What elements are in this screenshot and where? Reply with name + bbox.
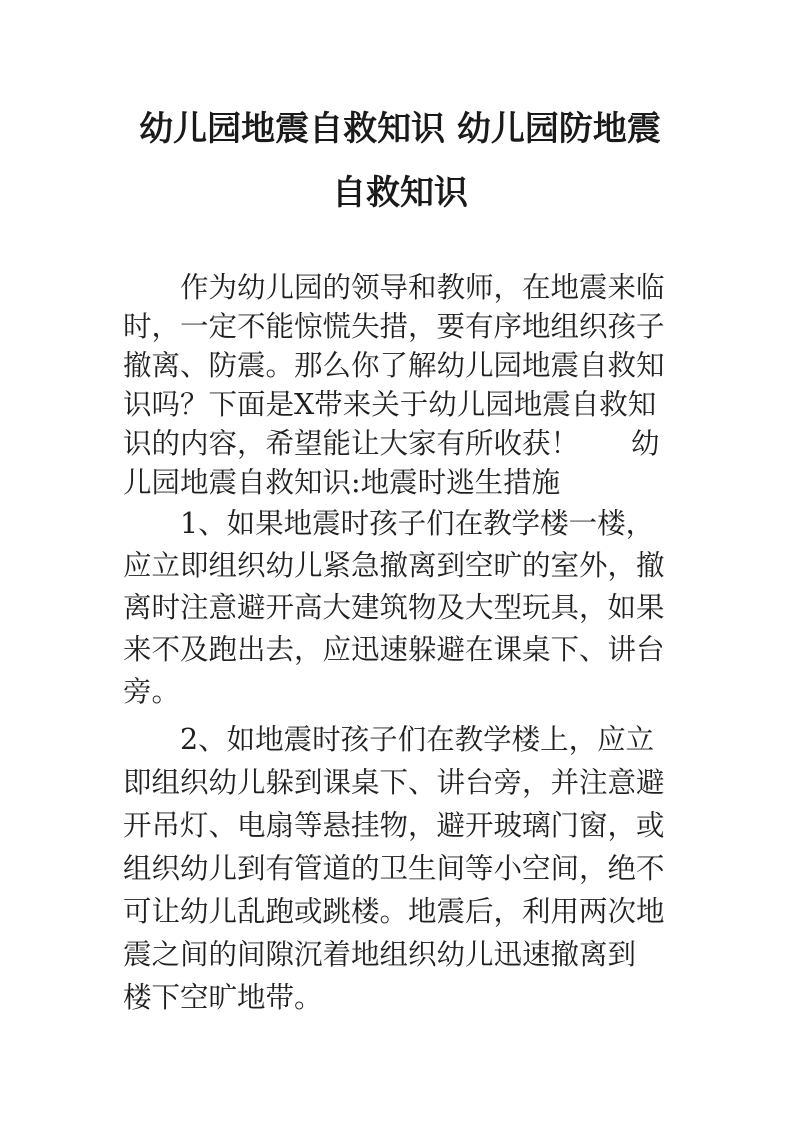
item1-line-2: 应立即组织幼儿紧急撤离到空旷的室外，撤 xyxy=(123,549,665,582)
item2-line-7: 楼下空旷地带。 xyxy=(123,981,323,1014)
page-title-line-1: 幼儿园地震自救知识 幼儿园防地震 xyxy=(139,109,661,149)
intro-line-5-text: 识的内容，希望能让大家有所收获！ xyxy=(123,427,580,460)
item2-line-3: 开吊灯、电扇等悬挂物，避开玻璃门窗，或 xyxy=(123,809,665,842)
item1-line-4: 来不及跑出去，应迅速躲避在课桌下、讲台 xyxy=(123,633,665,666)
item2-line-1: 2、如地震时孩子们在教学楼上，应立 xyxy=(180,723,655,756)
page-title-line-2: 自救知识 xyxy=(332,173,468,213)
intro-line-4: 识吗？下面是X带来关于幼儿园地震自救知 xyxy=(123,388,657,421)
item1-line-3: 离时注意避开高大建筑物及大型玩具，如果 xyxy=(123,591,665,624)
item2-line-5: 可让幼儿乱跑或跳楼。地震后，利用两次地 xyxy=(123,895,665,928)
intro-line-5-tail: 幼 xyxy=(631,427,660,460)
item2-line-2: 即组织幼儿躲到课桌下、讲台旁，并注意避 xyxy=(123,766,665,799)
item2-line-6: 震之间的间隙沉着地组织幼儿迅速撤离到 xyxy=(123,938,637,971)
item1-line-1: 1、如果地震时孩子们在教学楼一楼， xyxy=(180,507,655,540)
intro-line-6: 儿园地震自救知识:地震时逃生措施 xyxy=(123,466,561,499)
intro-line-3: 撤离、防震。那么你了解幼儿园地震自救知 xyxy=(123,349,665,382)
item1-line-5: 旁。 xyxy=(123,675,181,708)
intro-line-2: 时，一定不能惊慌失措，要有序地组织孩子 xyxy=(123,310,665,343)
intro-line-5 xyxy=(123,427,660,460)
intro-line-1: 作为幼儿园的领导和教师，在地震来临 xyxy=(180,271,665,304)
item2-line-4: 组织幼儿到有管道的卫生间等小空间，绝不 xyxy=(123,852,665,885)
